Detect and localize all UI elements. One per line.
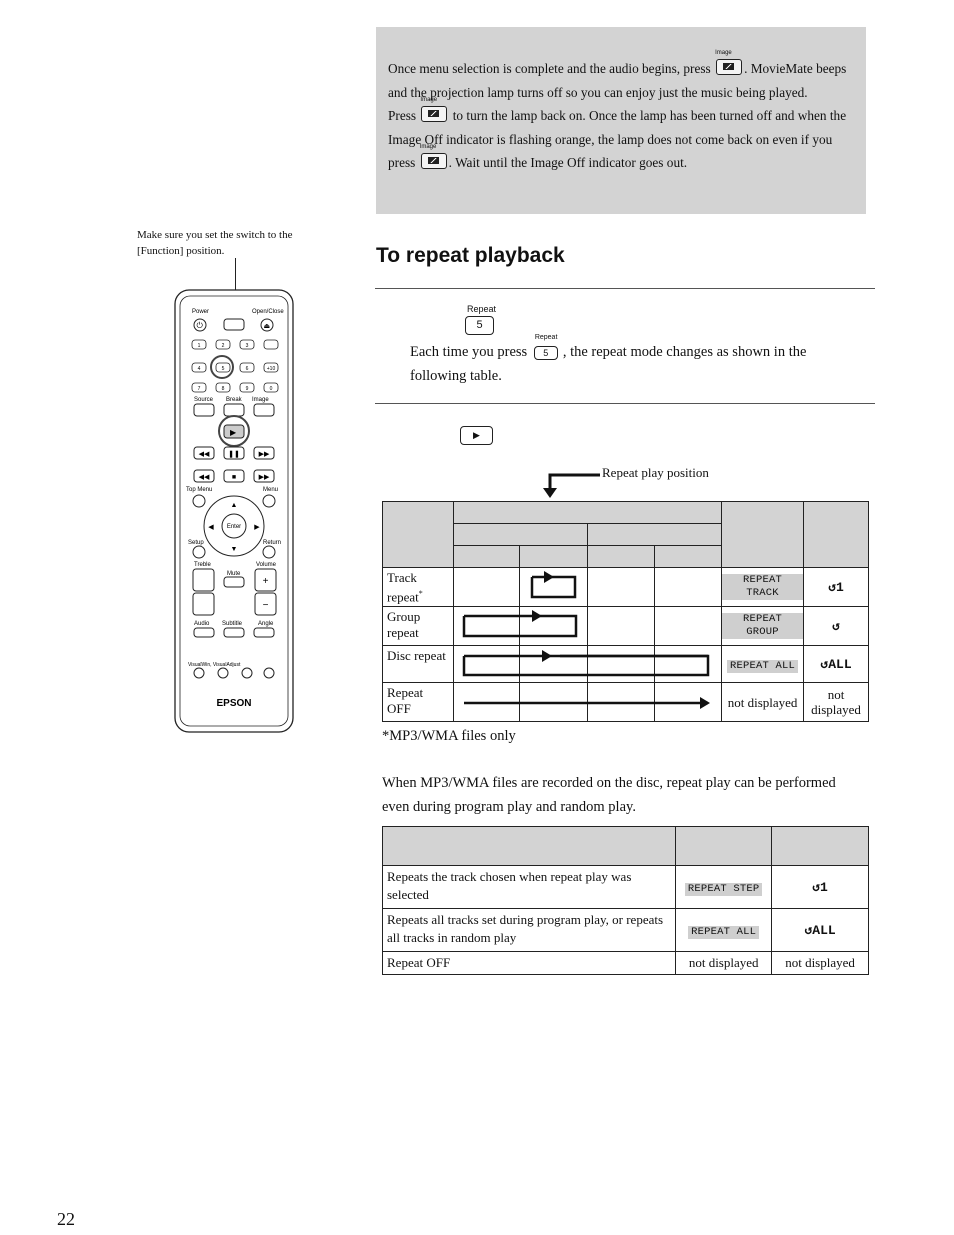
table-row: [383, 952, 869, 975]
table-header-cell: [453, 546, 519, 568]
lcd-readout: REPEAT GROUP: [722, 613, 803, 639]
lcd-not-displayed: not displayed: [722, 683, 804, 722]
row-label: Disc repeat: [383, 646, 454, 683]
image-off-key-icon: [421, 153, 447, 169]
mp3-paragraph: When MP3/WMA files are recorded on the disc, repeat play can be performed even during program play and random play.: [382, 775, 836, 815]
lcd-readout: REPEAT TRACK: [722, 574, 803, 600]
table-header-cell: [519, 546, 587, 568]
repeat-position-arrow: [540, 468, 602, 500]
lcd-readout: REPEAT ALL: [688, 926, 759, 939]
lcd-display-cell: [722, 607, 804, 646]
svg-text:◀: ◀: [208, 524, 214, 531]
repeat-all-icon: ↺ALL: [804, 646, 869, 683]
svg-text:6: 6: [245, 366, 249, 372]
lcd-readout: REPEAT STEP: [685, 883, 763, 896]
remote-audio-label: Audio: [194, 621, 210, 627]
remote-treble-label: Treble: [194, 562, 211, 568]
lcd-display-cell: [722, 646, 804, 683]
repeat-track-icon: ↺1: [804, 568, 869, 607]
eject-icon: ⏏: [263, 323, 271, 330]
table-header-cell: [655, 546, 722, 568]
remote-break-label: Break: [226, 397, 242, 403]
remote-visual-label: VisualWin, VisualAdjust: [188, 662, 241, 668]
svg-text:1: 1: [197, 343, 201, 349]
row-label: Track repeat*: [383, 568, 454, 607]
table-header-cell: [453, 502, 721, 524]
image-off-key-icon: [421, 106, 447, 122]
note-text: to turn the lamp back on. Once the lamp has been turned off and when the Image Off indicator is flashing orange, the lamp does not come back on even if you press: [388, 108, 847, 170]
volume-up-icon: +: [262, 576, 269, 587]
volume-down-icon: −: [262, 600, 269, 611]
repeat-position-label: Repeat play position: [602, 465, 709, 480]
lcd-display-cell: [676, 866, 772, 909]
remote-source-label: Source: [194, 397, 214, 403]
remote-power-label: Power: [192, 309, 210, 315]
svg-text:■: ■: [231, 474, 237, 481]
remote-return-label: Return: [263, 540, 282, 546]
svg-text:▶▶: ▶▶: [258, 474, 270, 481]
row-description: Repeats all tracks set during program play, or repeats all tracks in random play: [383, 909, 676, 952]
power-icon: ⏻: [196, 321, 203, 330]
svg-text:▶▶: ▶▶: [258, 451, 270, 458]
svg-text:◀◀: ◀◀: [198, 474, 210, 481]
section-title: To repeat playback: [376, 244, 565, 267]
remote-open-close-label: Open/Close: [252, 309, 284, 315]
svg-text:0: 0: [269, 386, 273, 392]
remote-setup-label: Setup: [188, 540, 204, 546]
remote-angle-label: Angle: [258, 621, 274, 627]
remote-volume-label: Volume: [256, 562, 277, 568]
lcd-not-displayed: not displayed: [676, 952, 772, 975]
remote-enter-label: Enter: [226, 524, 242, 530]
table-header-cell: [772, 827, 869, 866]
row-label: Repeat OFF: [383, 683, 454, 722]
remote-mute-label: Mute: [227, 571, 241, 577]
row-description: Repeat OFF: [383, 952, 676, 975]
table-header-cell: [804, 502, 869, 568]
note-paragraph-1: [388, 57, 854, 104]
repeat-path-diagram: [452, 567, 724, 721]
note-text: . Wait until the Image Off indicator goes out.: [448, 155, 688, 170]
table-header-cell: [676, 827, 772, 866]
repeat-group-icon: ↺: [804, 607, 869, 646]
step1-text-part: Each time you press: [410, 344, 531, 360]
repeat-step-icon: ↺1: [772, 866, 869, 909]
lcd-display-cell: [722, 568, 804, 607]
remote-image-label: Image: [252, 397, 269, 403]
step1-text: [410, 334, 865, 388]
note-text: Once menu selection is complete and the audio begins, press: [388, 61, 715, 76]
svg-text:8: 8: [221, 386, 225, 392]
image-off-key-icon: [716, 59, 742, 75]
remote-menu-label: Menu: [263, 487, 279, 493]
table-row: [383, 909, 869, 952]
remote-subtitle-label: Subtitle: [222, 621, 243, 627]
svg-text:❚❚: ❚❚: [228, 451, 240, 458]
repeat-key-icon: 5: [465, 316, 494, 335]
svg-text:4: 4: [197, 366, 201, 372]
step1-text-part: , the repeat mode changes as shown in the following table.: [410, 344, 807, 384]
step-divider: [375, 288, 875, 289]
footnote: *MP3/WMA files only: [382, 728, 516, 744]
lcd-readout: REPEAT ALL: [727, 660, 798, 673]
table-header-cell: [383, 502, 454, 568]
mp3-repeat-table: [382, 826, 869, 975]
svg-text:2: 2: [221, 343, 225, 349]
note-text: . MovieMate beeps and the projection lamp turns off so you can enjoy just the music being played.: [388, 61, 847, 100]
repeat-key-caption: Repeat: [467, 304, 497, 314]
remote-brand-logo: EPSON: [216, 698, 252, 709]
step-divider: [375, 403, 875, 404]
table-header-cell: [383, 827, 676, 866]
table-header-row: [383, 827, 869, 866]
row-label: Group repeat: [383, 607, 454, 646]
table-header-cell: [453, 524, 587, 546]
play-key-icon[interactable]: ▶: [460, 426, 493, 445]
svg-text:◀◀: ◀◀: [198, 451, 210, 458]
play-icon: ▶: [230, 428, 237, 437]
lcd-display-cell: [676, 909, 772, 952]
remote-caption: Make sure you set the switch to the [Function] position.: [137, 229, 293, 257]
svg-text:▲: ▲: [230, 502, 238, 509]
row-description: Repeats the track chosen when repeat play was selected: [383, 866, 676, 909]
icon-not-displayed: not displayed: [772, 952, 869, 975]
table-header-cell: [722, 502, 804, 568]
remote-control-illustration: [172, 288, 296, 734]
repeat-all-icon: ↺ALL: [772, 909, 869, 952]
note-paragraph-2: [388, 104, 854, 175]
table-header-cell: [587, 546, 655, 568]
repeat-key-inline-icon: Repeat 5: [534, 334, 558, 358]
icon-not-displayed: not displayed: [804, 683, 869, 722]
table-header-cell: [587, 524, 722, 546]
svg-text:▶: ▶: [254, 524, 260, 531]
page-number: 22: [57, 1209, 75, 1229]
svg-text:5: 5: [221, 366, 225, 372]
svg-text:+10: +10: [266, 366, 276, 372]
svg-text:7: 7: [197, 386, 201, 392]
svg-text:9: 9: [245, 386, 249, 392]
note-text: Press: [388, 108, 420, 123]
note-box: [376, 27, 866, 214]
table-row: [383, 866, 869, 909]
svg-text:▼: ▼: [230, 546, 238, 553]
remote-top-menu-label: Top Menu: [186, 487, 213, 493]
svg-text:3: 3: [245, 343, 249, 349]
